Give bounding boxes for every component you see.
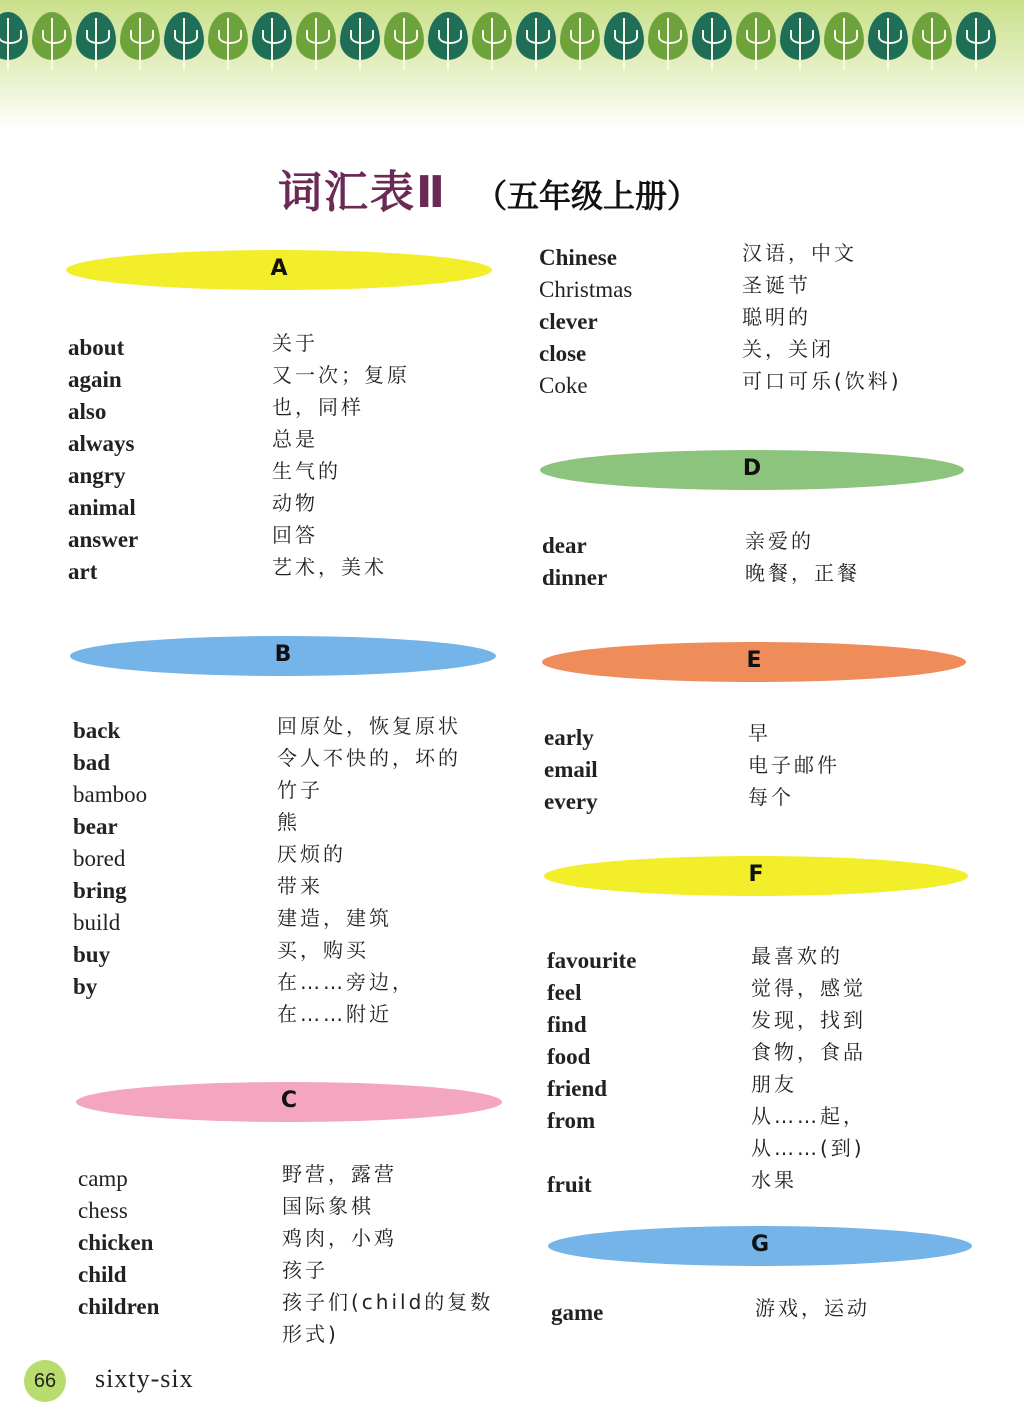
vocab-meaning: 熊	[277, 810, 300, 834]
vocab-word: bear	[73, 814, 118, 839]
leaf-icon	[560, 12, 600, 60]
leaf-icon	[428, 12, 468, 60]
leaf-icon	[648, 12, 688, 60]
section-letter: F	[748, 862, 764, 887]
vocab-word: early	[544, 725, 594, 750]
vocab-word: animal	[68, 495, 136, 520]
vocab-meaning: 也，同样	[272, 395, 364, 419]
vocab-word: food	[547, 1044, 591, 1069]
section-letter: C	[280, 1088, 298, 1113]
vocab-word: child	[78, 1262, 127, 1287]
section-letter: E	[746, 648, 762, 673]
vocab-meaning: 令人不快的，坏的	[277, 746, 461, 770]
vocab-meaning: 觉得，感觉	[751, 976, 866, 1000]
vocab-meaning: 孩子	[282, 1258, 328, 1282]
vocab-meaning: 最喜欢的	[751, 944, 843, 968]
page-title	[278, 156, 699, 220]
leaf-icon	[384, 12, 424, 60]
vocab-meaning: 建造，建筑	[277, 906, 392, 930]
vocab-meaning: 游戏，运动	[755, 1296, 870, 1320]
vocab-word: fruit	[547, 1172, 592, 1197]
vocab-meaning: 鸡肉，小鸡	[282, 1226, 397, 1250]
leaf-icon	[912, 12, 952, 60]
vocab-word: Coke	[539, 373, 588, 398]
vocab-word: game	[551, 1300, 604, 1325]
vocab-meaning: 在……旁边，	[277, 970, 415, 994]
leaf-icon	[956, 12, 996, 60]
leaf-border	[0, 12, 1000, 82]
leaf-icon	[692, 12, 732, 60]
page-number-badge: 66	[24, 1360, 66, 1402]
vocab-meaning: 动物	[272, 491, 318, 515]
vocab-word: from	[547, 1108, 596, 1133]
vocab-meaning: 买，购买	[277, 938, 369, 962]
section-band-c	[76, 1082, 502, 1122]
vocab-meaning: 关于	[272, 331, 318, 355]
leaf-icon	[472, 12, 512, 60]
vocab-word: build	[73, 910, 121, 935]
vocab-meaning: 可口可乐(饮料)	[742, 369, 902, 393]
vocab-word: children	[78, 1294, 160, 1319]
vocab-word: bamboo	[73, 782, 148, 807]
section-band-b	[70, 636, 496, 676]
leaf-icon	[252, 12, 292, 60]
leaf-icon	[32, 12, 72, 60]
vocab-word: dear	[542, 533, 587, 558]
leaf-icon	[824, 12, 864, 60]
vocab-meaning: 野营，露营	[282, 1162, 397, 1186]
vocab-word: clever	[539, 309, 598, 334]
section-band-e	[542, 642, 966, 682]
leaf-icon	[604, 12, 644, 60]
vocab-word: also	[68, 399, 107, 424]
vocab-word: again	[68, 367, 122, 392]
section-letter: G	[750, 1232, 770, 1257]
leaf-border-band	[0, 0, 1024, 130]
leaf-icon	[208, 12, 248, 60]
title-grade: （五年级上册）	[474, 177, 699, 215]
vocab-meaning: 带来	[277, 874, 323, 898]
leaf-icon	[340, 12, 380, 60]
section-letter: D	[742, 456, 762, 481]
vocab-word: about	[68, 335, 125, 360]
vocab-meaning-continued: 从……(到)	[751, 1136, 865, 1160]
vocab-meaning: 竹子	[277, 778, 323, 802]
vocab-meaning: 聪明的	[742, 305, 811, 329]
vocab-word: camp	[78, 1166, 128, 1191]
vocab-word: always	[68, 431, 135, 456]
leaf-icon	[164, 12, 204, 60]
vocab-meaning: 朋友	[751, 1072, 797, 1096]
vocab-meaning: 从……起，	[751, 1104, 866, 1128]
leaf-icon	[120, 12, 160, 60]
leaf-icon	[0, 12, 28, 60]
vocab-meaning: 圣诞节	[742, 273, 811, 297]
section-letter: B	[274, 642, 292, 667]
section-letter: A	[270, 256, 288, 281]
vocab-meaning: 早	[748, 721, 771, 745]
vocab-word: answer	[68, 527, 139, 552]
vocab-meaning: 水果	[751, 1168, 797, 1192]
vocab-word: close	[539, 341, 587, 366]
leaf-icon	[76, 12, 116, 60]
vocab-word: feel	[547, 980, 582, 1005]
vocab-word: bring	[73, 878, 127, 903]
page-number-words: sixty-six	[95, 1364, 194, 1393]
vocab-meaning: 又一次；复原	[272, 363, 410, 387]
vocab-meaning: 回原处，恢复原状	[277, 714, 461, 738]
vocab-word: angry	[68, 463, 126, 488]
vocab-word: every	[544, 789, 598, 814]
vocab-meaning: 艺术，美术	[272, 555, 387, 579]
vocab-word: chess	[78, 1198, 128, 1223]
vocab-meaning: 亲爱的	[745, 529, 814, 553]
vocab-word: friend	[547, 1076, 608, 1101]
vocab-meaning: 回答	[272, 523, 318, 547]
vocab-meaning: 国际象棋	[282, 1194, 374, 1218]
vocab-meaning-continued: 在……附近	[277, 1002, 392, 1026]
leaf-icon	[296, 12, 336, 60]
vocab-meaning: 关，关闭	[742, 337, 834, 361]
vocab-meaning: 发现，找到	[751, 1008, 866, 1032]
vocab-word: back	[73, 718, 121, 743]
vocab-word: email	[544, 757, 598, 782]
vocab-word: favourite	[547, 948, 637, 973]
vocab-meaning: 厌烦的	[277, 842, 346, 866]
vocab-meaning: 食物，食品	[751, 1040, 866, 1064]
vocab-word: find	[547, 1012, 587, 1037]
vocab-meaning: 汉语，中文	[742, 241, 857, 265]
leaf-icon	[516, 12, 556, 60]
vocab-word: Christmas	[539, 277, 633, 302]
vocab-meaning: 总是	[272, 427, 318, 451]
vocab-meaning: 每个	[748, 785, 794, 809]
leaf-icon	[868, 12, 908, 60]
title-main: 词汇表Ⅱ	[278, 167, 447, 218]
section-band-a	[66, 250, 492, 290]
section-band-g	[548, 1226, 972, 1266]
vocab-word: dinner	[542, 565, 608, 590]
vocab-meaning: 孩子们(child的复数	[282, 1290, 494, 1314]
leaf-icon	[736, 12, 776, 60]
vocab-word: art	[68, 559, 98, 584]
section-band-d	[540, 450, 964, 490]
section-band-f	[544, 856, 968, 896]
vocab-meaning: 电子邮件	[748, 753, 840, 777]
vocab-meaning: 生气的	[272, 459, 341, 483]
vocab-word: bored	[73, 846, 126, 871]
vocab-word: chicken	[78, 1230, 154, 1255]
vocab-meaning: 晚餐，正餐	[745, 561, 860, 585]
vocab-word: buy	[73, 942, 111, 967]
vocab-word: Chinese	[539, 245, 617, 270]
vocab-word: bad	[73, 750, 111, 775]
vocab-meaning-continued: 形式)	[282, 1322, 339, 1346]
leaf-icon	[780, 12, 820, 60]
vocab-word: by	[73, 974, 98, 999]
